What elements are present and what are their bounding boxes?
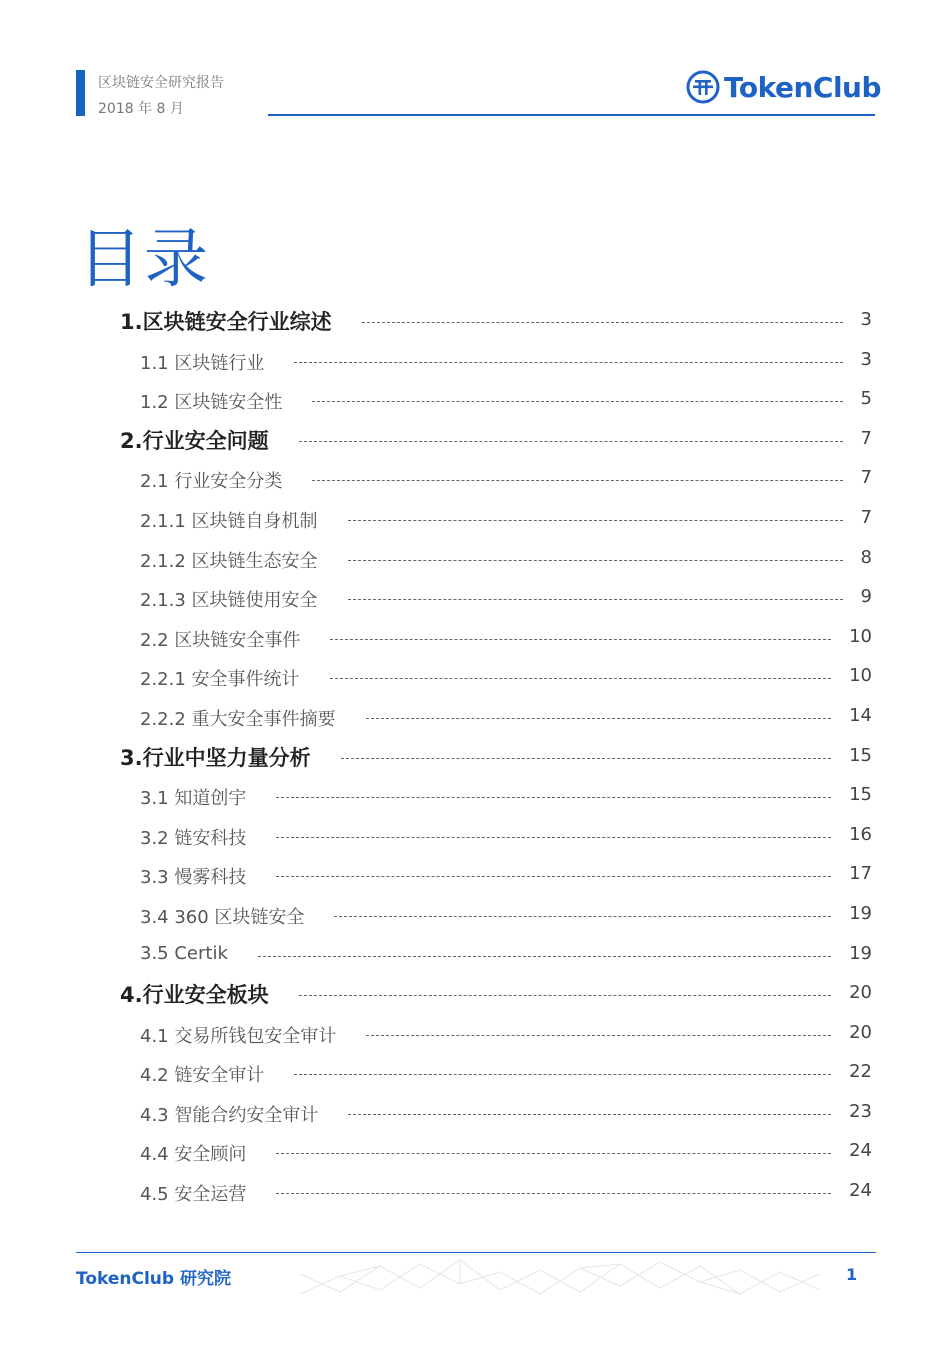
toc-entry[interactable] [0, 540, 950, 580]
toc-entry-label: 4.行业安全板块 [120, 979, 269, 1009]
footer-page-number: 1 [846, 1265, 858, 1284]
toc-entry-label: 2.行业安全问题 [120, 425, 269, 455]
toc-dot-leader [348, 599, 843, 600]
toc-entry[interactable] [0, 975, 950, 1015]
toc-entry-label: 2.1.3 区块链使用安全 [140, 586, 318, 612]
toc-dot-leader [348, 520, 843, 521]
toc-entry-page: 9 [860, 586, 872, 608]
toc-dot-leader [276, 1193, 831, 1194]
toc-dot-leader [258, 956, 831, 957]
toc-entry[interactable] [0, 342, 950, 382]
toc-entry[interactable] [0, 579, 950, 619]
toc-entry-page: 15 [849, 744, 872, 766]
toc-entry-page: 19 [849, 902, 872, 924]
toc-entry-page: 10 [849, 665, 872, 687]
tokenclub-logo-icon [686, 70, 720, 104]
toc-entry-label: 4.3 智能合约安全审计 [140, 1101, 318, 1127]
toc-entry[interactable] [0, 738, 950, 778]
toc-entry-page: 5 [860, 388, 872, 410]
brand-name: TokenClub [724, 70, 882, 104]
toc-entry-page: 16 [849, 823, 872, 845]
toc-entry-page: 8 [860, 546, 872, 568]
toc-entry-label: 4.1 交易所钱包安全审计 [140, 1022, 336, 1048]
toc-entry[interactable] [0, 421, 950, 461]
toc-dot-leader [366, 718, 831, 719]
toc-entry-page: 19 [849, 942, 872, 964]
toc-entry-label: 4.4 安全顾问 [140, 1140, 246, 1166]
toc-entry-label: 2.2 区块链安全事件 [140, 626, 300, 652]
toc-entry[interactable] [0, 936, 950, 976]
toc-dot-leader [362, 322, 843, 323]
toc-entry-label: 2.1.1 区块链自身机制 [140, 507, 318, 533]
toc-entry-label: 2.2.2 重大安全事件摘要 [140, 705, 336, 731]
toc-entry[interactable] [0, 460, 950, 500]
footer-org: TokenClub 研究院 [76, 1269, 231, 1289]
table-of-contents [0, 302, 950, 1213]
toc-title: 目录 [78, 223, 210, 297]
toc-entry[interactable] [0, 777, 950, 817]
toc-entry-page: 7 [860, 427, 872, 449]
toc-dot-leader [334, 916, 831, 917]
toc-entry[interactable] [0, 619, 950, 659]
toc-dot-leader [276, 797, 831, 798]
toc-entry-label: 3.5 Certik [140, 942, 228, 964]
toc-entry[interactable] [0, 658, 950, 698]
toc-entry-page: 20 [849, 1021, 872, 1043]
toc-entry-page: 17 [849, 863, 872, 885]
toc-dot-leader [312, 480, 843, 481]
toc-entry[interactable] [0, 896, 950, 936]
toc-entry[interactable] [0, 1054, 950, 1094]
toc-entry-page: 20 [849, 982, 872, 1004]
toc-entry-page: 24 [849, 1180, 872, 1202]
toc-entry-label: 3.行业中坚力量分析 [120, 742, 311, 772]
toc-dot-leader [348, 560, 843, 561]
footer-network-graphic [300, 1254, 820, 1300]
header-accent-bar [76, 70, 85, 116]
toc-dot-leader [299, 995, 831, 996]
toc-dot-leader [341, 758, 831, 759]
toc-entry-label: 4.2 链安全审计 [140, 1061, 264, 1087]
header-rule [268, 114, 875, 116]
report-title: 区块链安全研究报告 [98, 75, 224, 91]
toc-entry[interactable] [0, 302, 950, 342]
toc-entry-page: 22 [849, 1061, 872, 1083]
toc-entry-page: 23 [849, 1100, 872, 1122]
toc-dot-leader [312, 401, 843, 402]
toc-entry-label: 3.3 慢雾科技 [140, 863, 246, 889]
toc-dot-leader [276, 837, 831, 838]
toc-entry-label: 3.4 360 区块链安全 [140, 903, 304, 929]
toc-dot-leader [330, 678, 831, 679]
footer-rule [76, 1252, 876, 1253]
toc-entry-label: 2.1 行业安全分类 [140, 467, 282, 493]
toc-entry[interactable] [0, 817, 950, 857]
toc-entry[interactable] [0, 698, 950, 738]
toc-entry-label: 1.2 区块链安全性 [140, 388, 282, 414]
toc-entry[interactable] [0, 1133, 950, 1173]
toc-dot-leader [276, 876, 831, 877]
toc-dot-leader [366, 1035, 831, 1036]
toc-entry-label: 3.1 知道创宇 [140, 784, 246, 810]
toc-entry-label: 4.5 安全运营 [140, 1180, 246, 1206]
toc-entry-label: 2.2.1 安全事件统计 [140, 665, 300, 691]
toc-entry-label: 3.2 链安科技 [140, 824, 246, 850]
toc-entry-label: 2.1.2 区块链生态安全 [140, 547, 318, 573]
toc-dot-leader [276, 1153, 831, 1154]
toc-entry-page: 24 [849, 1140, 872, 1162]
toc-entry-page: 3 [860, 309, 872, 330]
toc-dot-leader [348, 1114, 831, 1115]
brand-logo [686, 70, 881, 104]
toc-entry-label: 1.区块链安全行业综述 [120, 306, 332, 336]
toc-entry[interactable] [0, 856, 950, 896]
toc-entry-page: 3 [860, 348, 872, 370]
toc-dot-leader [330, 639, 831, 640]
toc-entry-label: 1.1 区块链行业 [140, 349, 264, 375]
toc-entry[interactable] [0, 1094, 950, 1134]
toc-entry-page: 15 [849, 784, 872, 806]
report-date: 2018 年 8 月 [98, 101, 184, 117]
toc-entry[interactable] [0, 381, 950, 421]
toc-dot-leader [294, 1074, 831, 1075]
toc-entry-page: 7 [860, 467, 872, 489]
toc-dot-leader [294, 362, 843, 363]
toc-entry-page: 10 [849, 625, 872, 647]
toc-entry-page: 14 [849, 704, 872, 726]
toc-dot-leader [299, 441, 843, 442]
toc-entry[interactable] [0, 1015, 950, 1055]
toc-entry[interactable] [0, 1173, 950, 1213]
toc-entry[interactable] [0, 500, 950, 540]
toc-entry-page: 7 [860, 506, 872, 528]
